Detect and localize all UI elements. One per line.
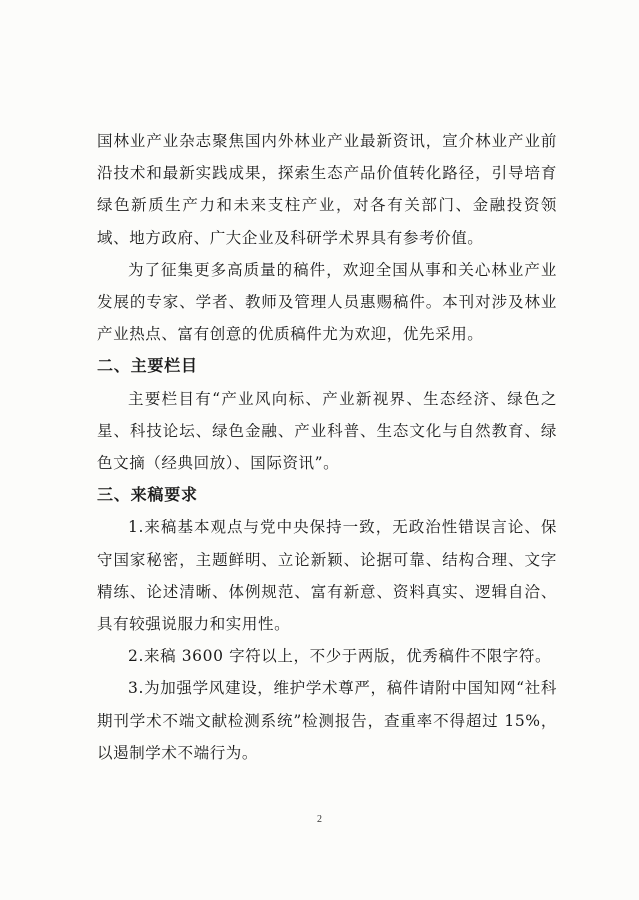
section-heading-main-columns: 二、主要栏目 [97, 356, 198, 376]
intro-paragraph-call-for-papers: 为了征集更多高质量的稿件，欢迎全国从事和关心林业产业发展的专家、学者、教师及管理人员惠赐稿件。本刊对涉及林业产业热点、富有创意的优质稿件尤为欢迎，优先采用。 [97, 260, 557, 344]
main-columns-paragraph: 主要栏目有“产业风向标、产业新视界、生态经济、绿色之星、科技论坛、绿色金融、产业科普、生态文化与自然教育、绿色文摘（经典回放）、国际资讯”。 [97, 389, 557, 473]
requirement-item-2: 2.来稿 3600 字符以上，不少于两版，优秀稿件不限字符。 [128, 647, 552, 666]
intro-paragraph-continued: 国林业产业杂志聚焦国内外林业产业最新资讯，宣介林业产业前沿技术和最新实践成果，探索生态产品价值转化路径，引导培育绿色新质生产力和未来支柱产业，对各有关部门、金融投资领域、地方政府、广大企业及科研学术界具有参考价值。 [97, 132, 557, 247]
document-body [97, 125, 557, 769]
section-heading-submission-requirements: 三、来稿要求 [97, 485, 198, 505]
requirement-item-3: 3.为加强学风建设，维护学术尊严，稿件请附中国知网“社科期刊学术不端文献检测系统”检测报告，查重率不得超过 15%，以遏制学术不端行为。 [97, 679, 557, 762]
requirement-item-1: 1.来稿基本观点与党中央保持一致，无政治性错误言论、保守国家秘密，主题鲜明、立论新颖、论据可靠、结构合理、文字精练、论述清晰、体例规范、富有新意、资料真实、逻辑自洽、具有较强说服力和实用性。 [97, 518, 557, 634]
page-number: 2 [317, 814, 322, 825]
